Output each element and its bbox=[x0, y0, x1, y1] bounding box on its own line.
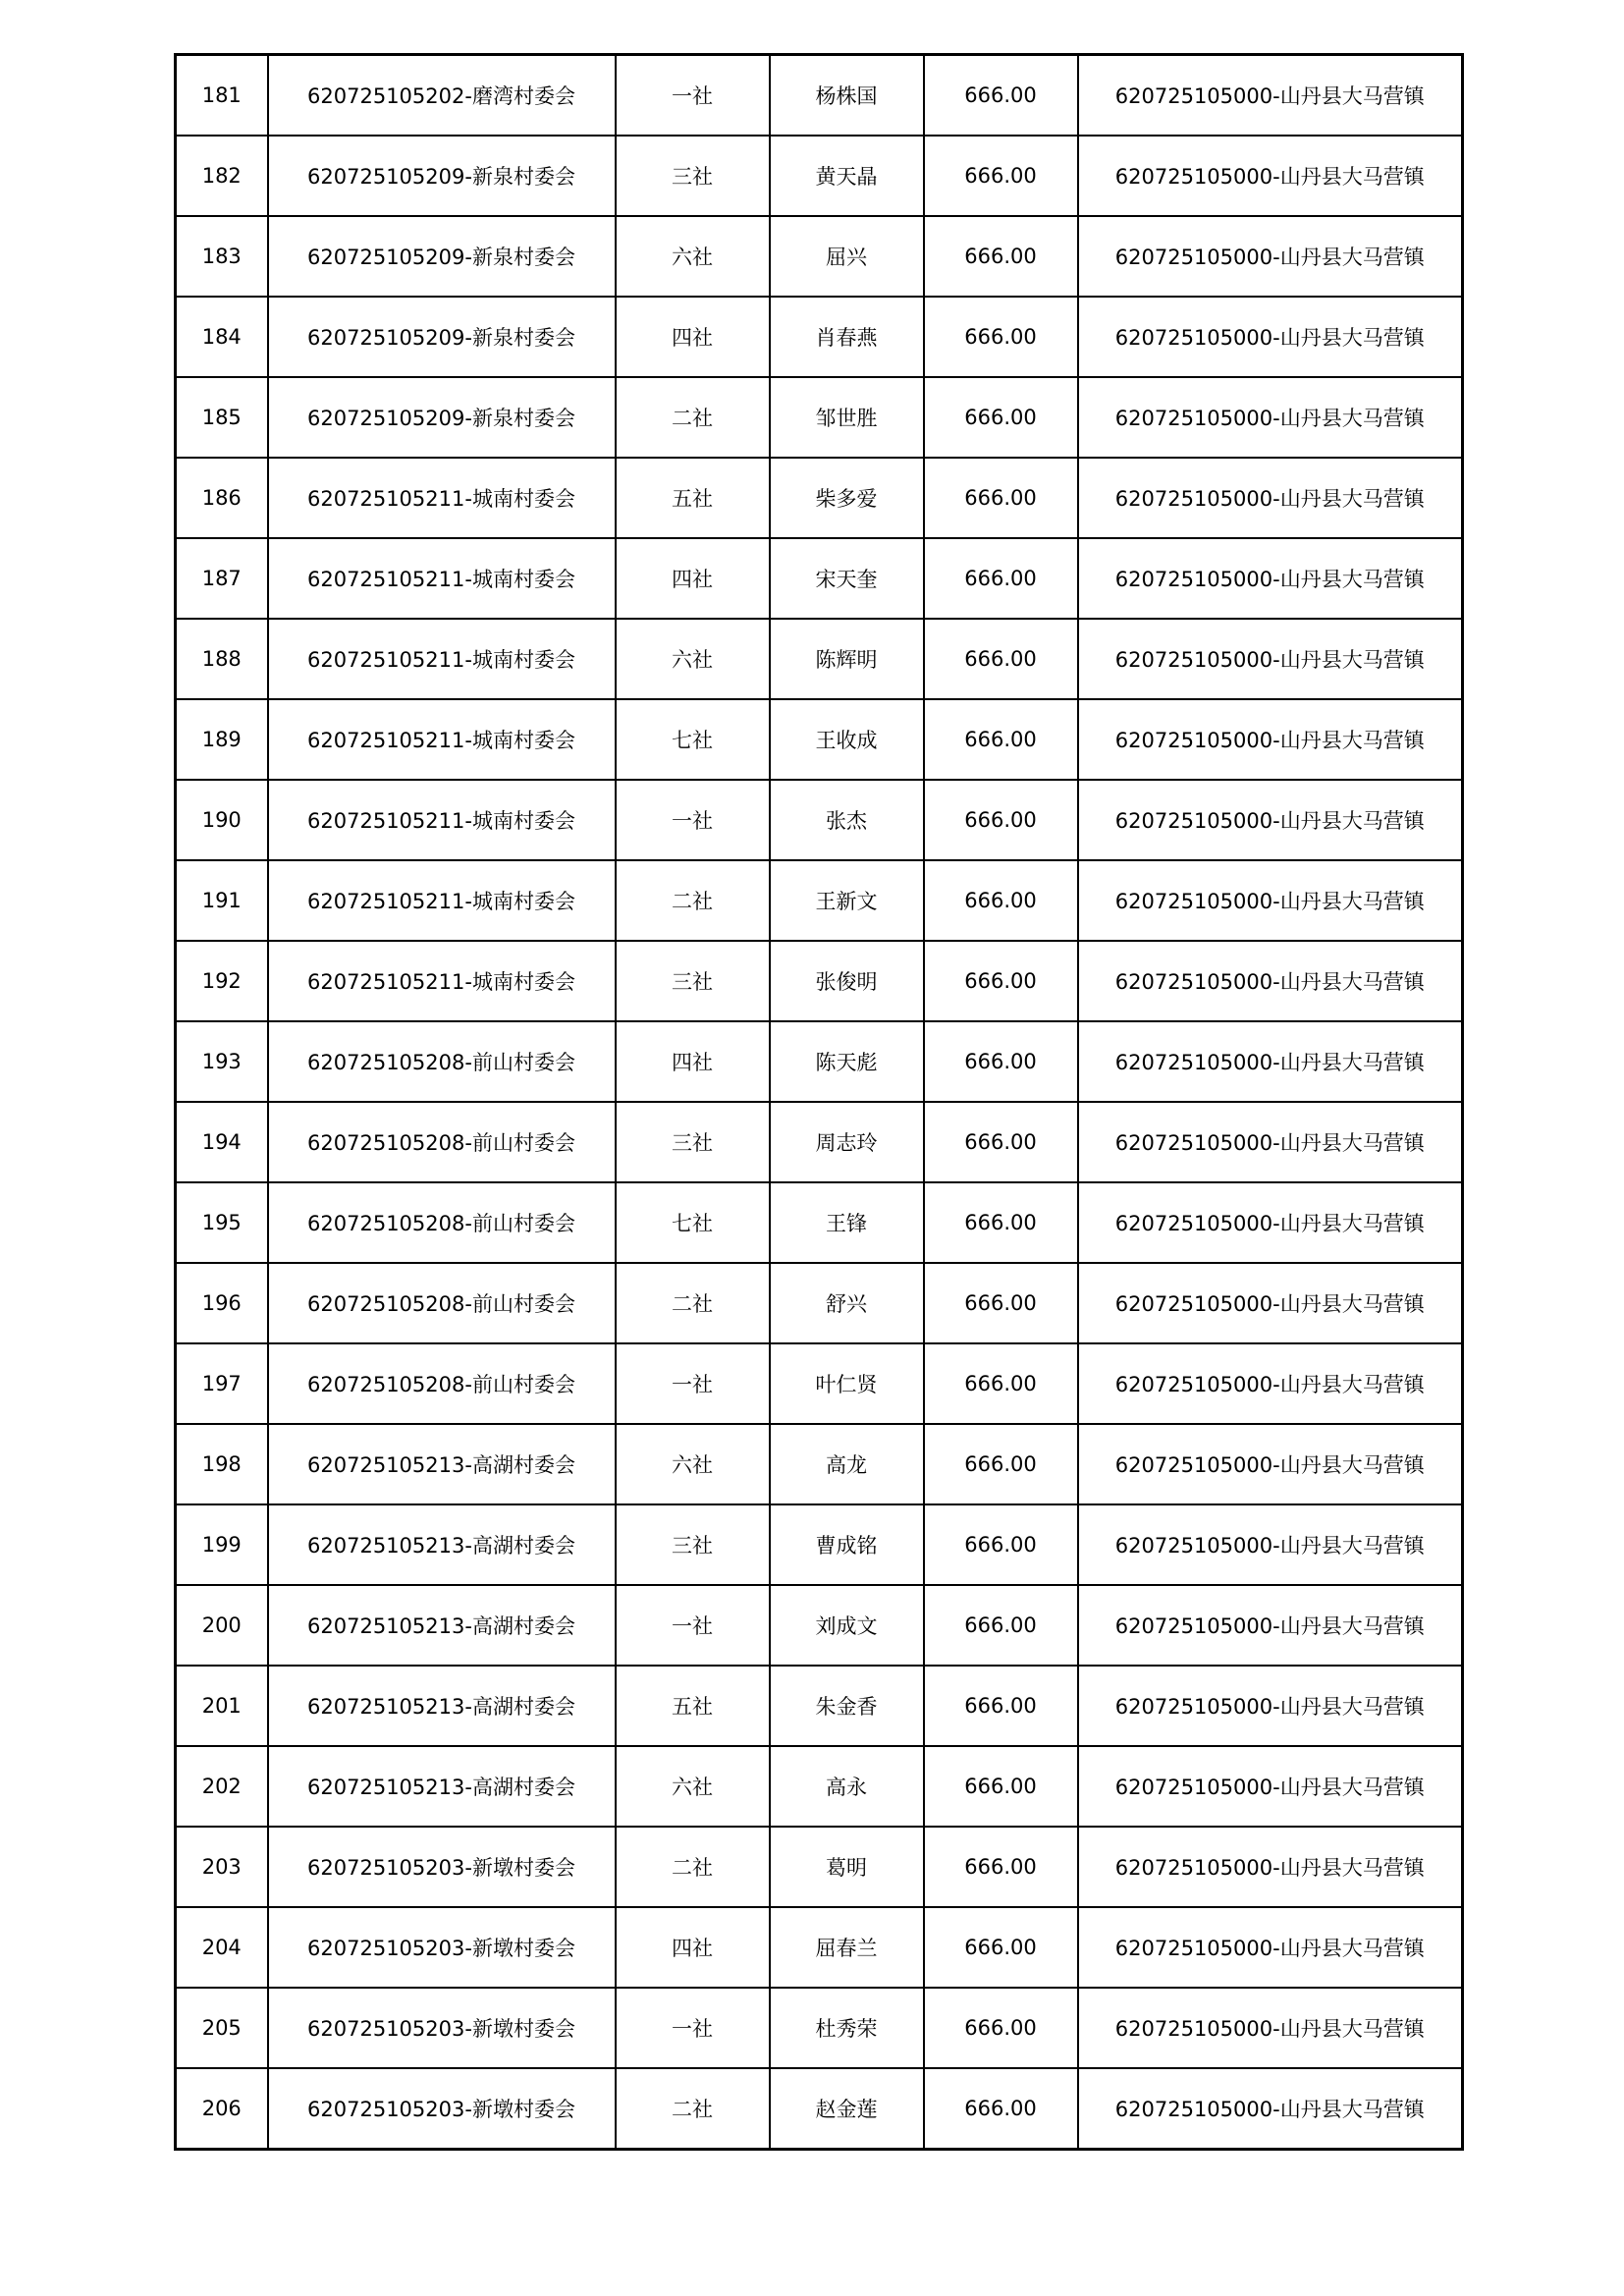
row-number-cell: 183 bbox=[176, 216, 268, 297]
amount-cell: 666.00 bbox=[924, 1343, 1078, 1424]
village-group-cell: 六社 bbox=[616, 619, 770, 699]
row-number-cell: 199 bbox=[176, 1504, 268, 1585]
town-cell: 620725105000-山丹县大马营镇 bbox=[1078, 1585, 1463, 1666]
amount-cell: 666.00 bbox=[924, 941, 1078, 1021]
table-row bbox=[176, 136, 1463, 216]
town-cell: 620725105000-山丹县大马营镇 bbox=[1078, 619, 1463, 699]
row-number-cell: 197 bbox=[176, 1343, 268, 1424]
person-name-cell: 朱金香 bbox=[770, 1666, 924, 1746]
amount-cell: 666.00 bbox=[924, 699, 1078, 780]
row-number-cell: 203 bbox=[176, 1827, 268, 1907]
town-cell: 620725105000-山丹县大马营镇 bbox=[1078, 1907, 1463, 1988]
person-name-cell: 高龙 bbox=[770, 1424, 924, 1504]
table-row bbox=[176, 1504, 1463, 1585]
amount-cell: 666.00 bbox=[924, 1504, 1078, 1585]
table-row bbox=[176, 1263, 1463, 1343]
village-group-cell: 二社 bbox=[616, 1827, 770, 1907]
table-row bbox=[176, 538, 1463, 619]
village-group-cell: 六社 bbox=[616, 216, 770, 297]
village-group-cell: 五社 bbox=[616, 458, 770, 538]
amount-cell: 666.00 bbox=[924, 136, 1078, 216]
person-name-cell: 叶仁贤 bbox=[770, 1343, 924, 1424]
table-row bbox=[176, 1746, 1463, 1827]
village-group-cell: 七社 bbox=[616, 699, 770, 780]
town-cell: 620725105000-山丹县大马营镇 bbox=[1078, 55, 1463, 137]
town-cell: 620725105000-山丹县大马营镇 bbox=[1078, 860, 1463, 941]
amount-cell: 666.00 bbox=[924, 377, 1078, 458]
village-group-cell: 六社 bbox=[616, 1746, 770, 1827]
village-group-cell: 三社 bbox=[616, 136, 770, 216]
amount-cell: 666.00 bbox=[924, 1182, 1078, 1263]
village-group-cell: 一社 bbox=[616, 55, 770, 137]
town-cell: 620725105000-山丹县大马营镇 bbox=[1078, 1746, 1463, 1827]
town-cell: 620725105000-山丹县大马营镇 bbox=[1078, 941, 1463, 1021]
village-group-cell: 四社 bbox=[616, 1021, 770, 1102]
amount-cell: 666.00 bbox=[924, 538, 1078, 619]
person-name-cell: 黄天晶 bbox=[770, 136, 924, 216]
village-group-cell: 一社 bbox=[616, 780, 770, 860]
amount-cell: 666.00 bbox=[924, 1021, 1078, 1102]
amount-cell: 666.00 bbox=[924, 2068, 1078, 2150]
village-group-cell: 二社 bbox=[616, 860, 770, 941]
village-committee-cell: 620725105208-前山村委会 bbox=[268, 1263, 616, 1343]
row-number-cell: 192 bbox=[176, 941, 268, 1021]
village-committee-cell: 620725105211-城南村委会 bbox=[268, 860, 616, 941]
row-number-cell: 182 bbox=[176, 136, 268, 216]
town-cell: 620725105000-山丹县大马营镇 bbox=[1078, 1424, 1463, 1504]
amount-cell: 666.00 bbox=[924, 860, 1078, 941]
town-cell: 620725105000-山丹县大马营镇 bbox=[1078, 458, 1463, 538]
village-committee-cell: 620725105213-高湖村委会 bbox=[268, 1504, 616, 1585]
village-group-cell: 二社 bbox=[616, 377, 770, 458]
person-name-cell: 陈辉明 bbox=[770, 619, 924, 699]
amount-cell: 666.00 bbox=[924, 1907, 1078, 1988]
town-cell: 620725105000-山丹县大马营镇 bbox=[1078, 1182, 1463, 1263]
person-name-cell: 葛明 bbox=[770, 1827, 924, 1907]
person-name-cell: 刘成文 bbox=[770, 1585, 924, 1666]
person-name-cell: 舒兴 bbox=[770, 1263, 924, 1343]
village-committee-cell: 620725105208-前山村委会 bbox=[268, 1102, 616, 1182]
town-cell: 620725105000-山丹县大马营镇 bbox=[1078, 1827, 1463, 1907]
village-group-cell: 四社 bbox=[616, 1907, 770, 1988]
town-cell: 620725105000-山丹县大马营镇 bbox=[1078, 216, 1463, 297]
village-committee-cell: 620725105211-城南村委会 bbox=[268, 458, 616, 538]
village-group-cell: 六社 bbox=[616, 1424, 770, 1504]
village-committee-cell: 620725105213-高湖村委会 bbox=[268, 1666, 616, 1746]
village-committee-cell: 620725105209-新泉村委会 bbox=[268, 136, 616, 216]
village-group-cell: 二社 bbox=[616, 2068, 770, 2150]
table-row bbox=[176, 780, 1463, 860]
town-cell: 620725105000-山丹县大马营镇 bbox=[1078, 1666, 1463, 1746]
amount-cell: 666.00 bbox=[924, 216, 1078, 297]
village-committee-cell: 620725105211-城南村委会 bbox=[268, 941, 616, 1021]
table-row bbox=[176, 2068, 1463, 2150]
person-name-cell: 杨株国 bbox=[770, 55, 924, 137]
row-number-cell: 204 bbox=[176, 1907, 268, 1988]
village-group-cell: 四社 bbox=[616, 297, 770, 377]
amount-cell: 666.00 bbox=[924, 1585, 1078, 1666]
row-number-cell: 200 bbox=[176, 1585, 268, 1666]
town-cell: 620725105000-山丹县大马营镇 bbox=[1078, 136, 1463, 216]
town-cell: 620725105000-山丹县大马营镇 bbox=[1078, 1102, 1463, 1182]
person-name-cell: 曹成铭 bbox=[770, 1504, 924, 1585]
village-committee-cell: 620725105203-新墩村委会 bbox=[268, 1988, 616, 2068]
village-committee-cell: 620725105209-新泉村委会 bbox=[268, 377, 616, 458]
town-cell: 620725105000-山丹县大马营镇 bbox=[1078, 538, 1463, 619]
row-number-cell: 206 bbox=[176, 2068, 268, 2150]
table-row bbox=[176, 699, 1463, 780]
person-name-cell: 王收成 bbox=[770, 699, 924, 780]
person-name-cell: 张俊明 bbox=[770, 941, 924, 1021]
person-name-cell: 屈兴 bbox=[770, 216, 924, 297]
person-name-cell: 高永 bbox=[770, 1746, 924, 1827]
person-name-cell: 屈春兰 bbox=[770, 1907, 924, 1988]
table-row bbox=[176, 55, 1463, 137]
town-cell: 620725105000-山丹县大马营镇 bbox=[1078, 1504, 1463, 1585]
village-committee-cell: 620725105203-新墩村委会 bbox=[268, 2068, 616, 2150]
person-name-cell: 陈天彪 bbox=[770, 1021, 924, 1102]
amount-cell: 666.00 bbox=[924, 1102, 1078, 1182]
row-number-cell: 191 bbox=[176, 860, 268, 941]
amount-cell: 666.00 bbox=[924, 297, 1078, 377]
person-name-cell: 宋天奎 bbox=[770, 538, 924, 619]
village-committee-cell: 620725105203-新墩村委会 bbox=[268, 1827, 616, 1907]
row-number-cell: 190 bbox=[176, 780, 268, 860]
amount-cell: 666.00 bbox=[924, 1827, 1078, 1907]
village-group-cell: 三社 bbox=[616, 941, 770, 1021]
town-cell: 620725105000-山丹县大马营镇 bbox=[1078, 1021, 1463, 1102]
table-row bbox=[176, 377, 1463, 458]
town-cell: 620725105000-山丹县大马营镇 bbox=[1078, 2068, 1463, 2150]
row-number-cell: 195 bbox=[176, 1182, 268, 1263]
table-row bbox=[176, 1907, 1463, 1988]
row-number-cell: 198 bbox=[176, 1424, 268, 1504]
row-number-cell: 186 bbox=[176, 458, 268, 538]
village-committee-cell: 620725105213-高湖村委会 bbox=[268, 1585, 616, 1666]
table-row bbox=[176, 458, 1463, 538]
row-number-cell: 205 bbox=[176, 1988, 268, 2068]
amount-cell: 666.00 bbox=[924, 1988, 1078, 2068]
table-row bbox=[176, 216, 1463, 297]
village-committee-cell: 620725105211-城南村委会 bbox=[268, 699, 616, 780]
village-committee-cell: 620725105211-城南村委会 bbox=[268, 538, 616, 619]
person-name-cell: 张杰 bbox=[770, 780, 924, 860]
table-row bbox=[176, 1343, 1463, 1424]
town-cell: 620725105000-山丹县大马营镇 bbox=[1078, 780, 1463, 860]
village-committee-cell: 620725105213-高湖村委会 bbox=[268, 1424, 616, 1504]
village-group-cell: 二社 bbox=[616, 1263, 770, 1343]
table-row bbox=[176, 1666, 1463, 1746]
table-row bbox=[176, 1424, 1463, 1504]
village-committee-cell: 620725105211-城南村委会 bbox=[268, 619, 616, 699]
village-committee-cell: 620725105213-高湖村委会 bbox=[268, 1746, 616, 1827]
village-committee-cell: 620725105208-前山村委会 bbox=[268, 1343, 616, 1424]
village-committee-cell: 620725105202-磨湾村委会 bbox=[268, 55, 616, 137]
row-number-cell: 181 bbox=[176, 55, 268, 137]
amount-cell: 666.00 bbox=[924, 1666, 1078, 1746]
amount-cell: 666.00 bbox=[924, 780, 1078, 860]
village-group-cell: 一社 bbox=[616, 1988, 770, 2068]
town-cell: 620725105000-山丹县大马营镇 bbox=[1078, 699, 1463, 780]
village-committee-cell: 620725105203-新墩村委会 bbox=[268, 1907, 616, 1988]
person-name-cell: 周志玲 bbox=[770, 1102, 924, 1182]
row-number-cell: 201 bbox=[176, 1666, 268, 1746]
row-number-cell: 193 bbox=[176, 1021, 268, 1102]
row-number-cell: 185 bbox=[176, 377, 268, 458]
table-row bbox=[176, 297, 1463, 377]
row-number-cell: 187 bbox=[176, 538, 268, 619]
village-group-cell: 五社 bbox=[616, 1666, 770, 1746]
town-cell: 620725105000-山丹县大马营镇 bbox=[1078, 1343, 1463, 1424]
amount-cell: 666.00 bbox=[924, 1263, 1078, 1343]
table-row bbox=[176, 941, 1463, 1021]
table-row bbox=[176, 1102, 1463, 1182]
amount-cell: 666.00 bbox=[924, 458, 1078, 538]
table-row bbox=[176, 1021, 1463, 1102]
person-name-cell: 杜秀荣 bbox=[770, 1988, 924, 2068]
town-cell: 620725105000-山丹县大马营镇 bbox=[1078, 297, 1463, 377]
village-committee-cell: 620725105208-前山村委会 bbox=[268, 1021, 616, 1102]
table-body bbox=[176, 55, 1463, 2150]
village-committee-cell: 620725105208-前山村委会 bbox=[268, 1182, 616, 1263]
row-number-cell: 188 bbox=[176, 619, 268, 699]
town-cell: 620725105000-山丹县大马营镇 bbox=[1078, 1263, 1463, 1343]
row-number-cell: 202 bbox=[176, 1746, 268, 1827]
person-name-cell: 肖春燕 bbox=[770, 297, 924, 377]
village-group-cell: 四社 bbox=[616, 538, 770, 619]
village-group-cell: 一社 bbox=[616, 1585, 770, 1666]
table-row bbox=[176, 1182, 1463, 1263]
subsidy-table bbox=[174, 53, 1464, 2151]
table-row bbox=[176, 1585, 1463, 1666]
amount-cell: 666.00 bbox=[924, 1424, 1078, 1504]
village-group-cell: 七社 bbox=[616, 1182, 770, 1263]
person-name-cell: 柴多爱 bbox=[770, 458, 924, 538]
row-number-cell: 184 bbox=[176, 297, 268, 377]
row-number-cell: 196 bbox=[176, 1263, 268, 1343]
table-row bbox=[176, 860, 1463, 941]
town-cell: 620725105000-山丹县大马营镇 bbox=[1078, 1988, 1463, 2068]
village-group-cell: 三社 bbox=[616, 1504, 770, 1585]
amount-cell: 666.00 bbox=[924, 619, 1078, 699]
person-name-cell: 王新文 bbox=[770, 860, 924, 941]
amount-cell: 666.00 bbox=[924, 55, 1078, 137]
row-number-cell: 194 bbox=[176, 1102, 268, 1182]
person-name-cell: 邹世胜 bbox=[770, 377, 924, 458]
row-number-cell: 189 bbox=[176, 699, 268, 780]
table-row bbox=[176, 1988, 1463, 2068]
table-row bbox=[176, 619, 1463, 699]
village-group-cell: 一社 bbox=[616, 1343, 770, 1424]
table-row bbox=[176, 1827, 1463, 1907]
village-committee-cell: 620725105209-新泉村委会 bbox=[268, 297, 616, 377]
village-committee-cell: 620725105211-城南村委会 bbox=[268, 780, 616, 860]
town-cell: 620725105000-山丹县大马营镇 bbox=[1078, 377, 1463, 458]
village-committee-cell: 620725105209-新泉村委会 bbox=[268, 216, 616, 297]
person-name-cell: 王锋 bbox=[770, 1182, 924, 1263]
amount-cell: 666.00 bbox=[924, 1746, 1078, 1827]
village-group-cell: 三社 bbox=[616, 1102, 770, 1182]
person-name-cell: 赵金莲 bbox=[770, 2068, 924, 2150]
